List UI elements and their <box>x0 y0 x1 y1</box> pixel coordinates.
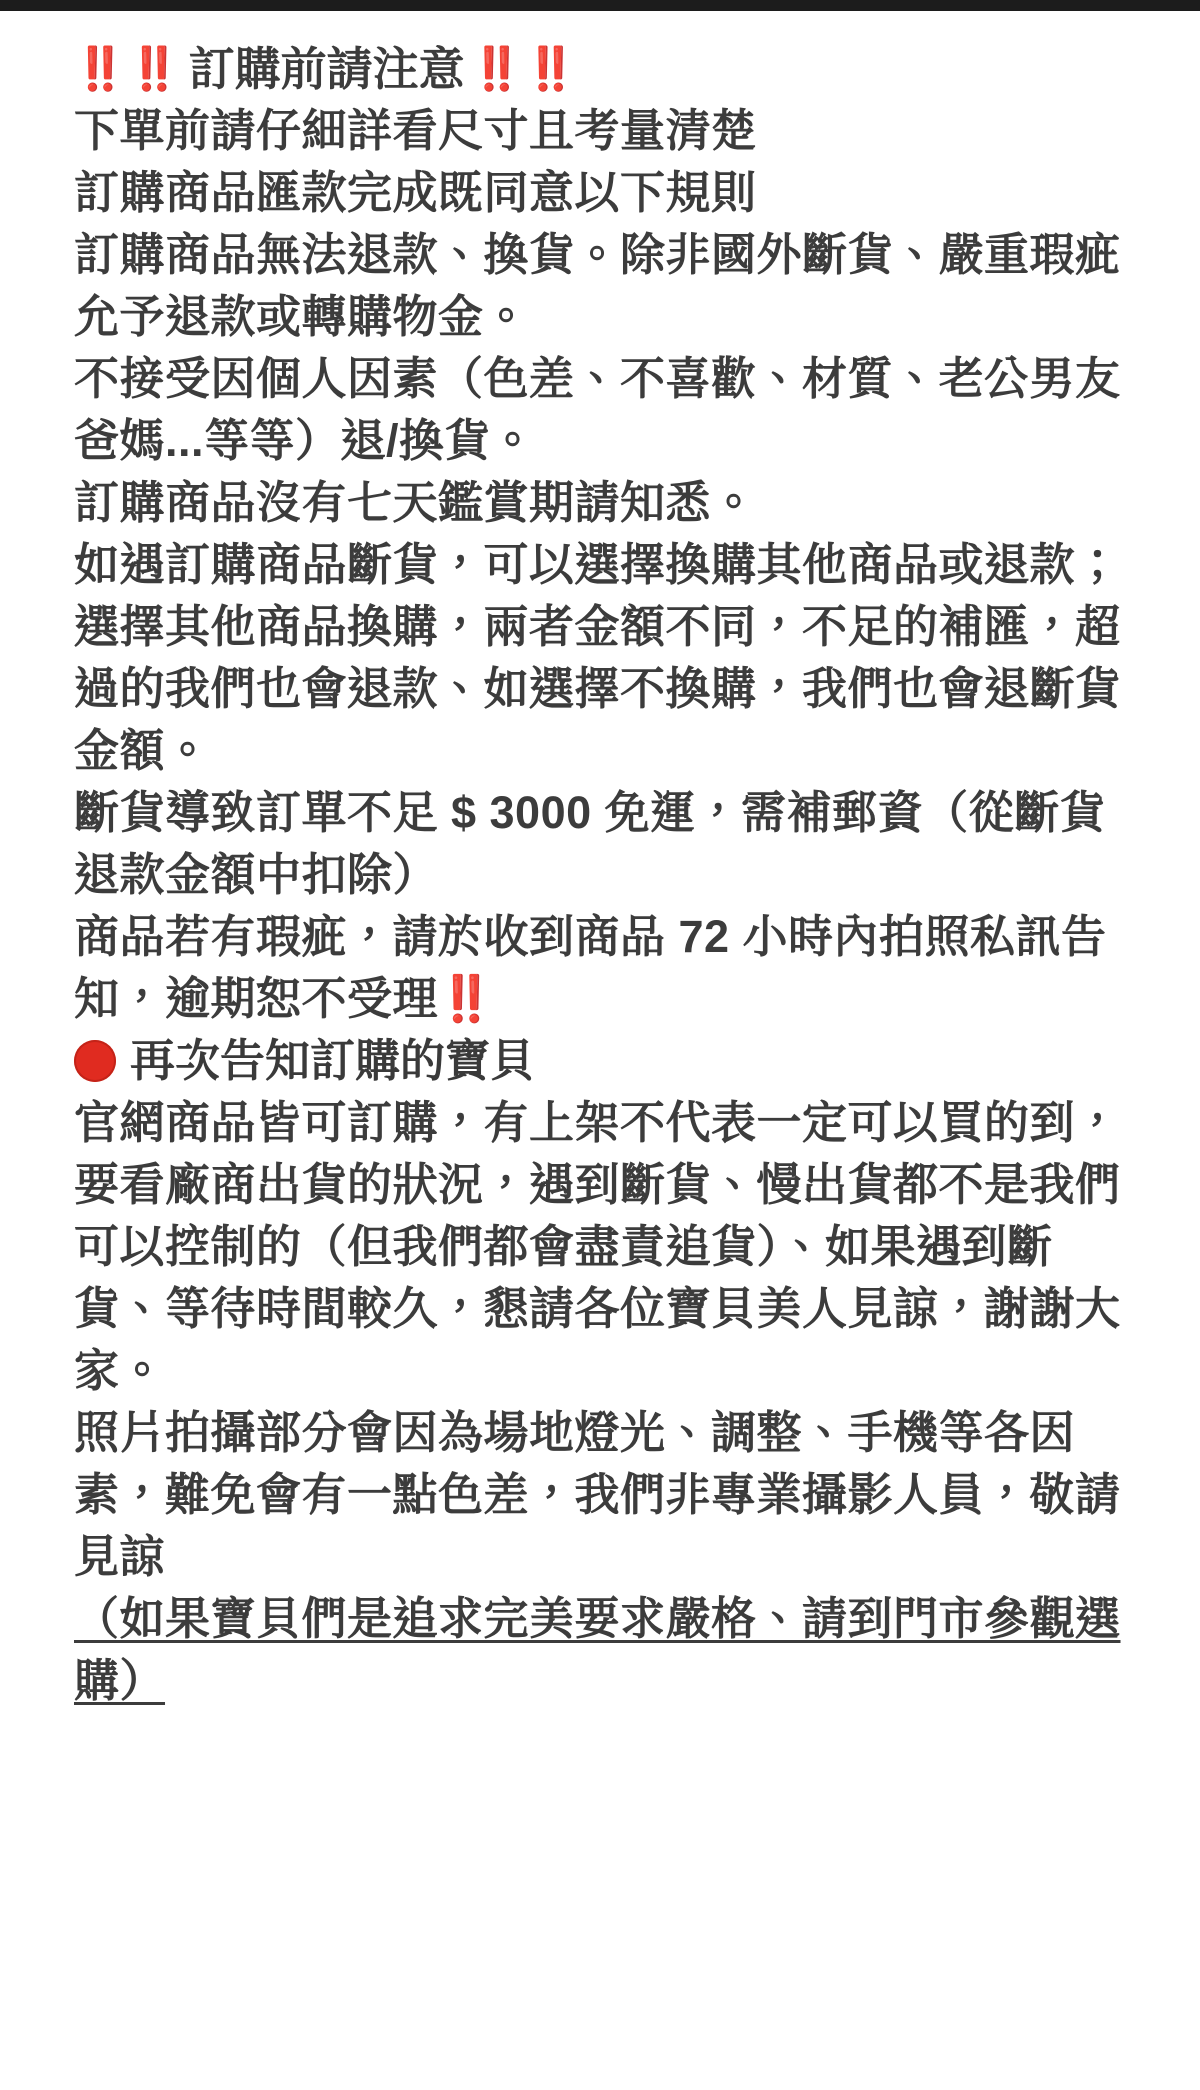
double-exclamation-icon-defect: ‼️ <box>438 973 496 1024</box>
second-notice-paragraph: 照片拍攝部分會因為場地燈光、調整、手機等各因素，難免會有一點色差，我們非專業攝影人員，敬請見諒 <box>74 1407 1121 1582</box>
second-notice-paragraph: 官網商品皆可訂購，有上架不代表一定可以買的到，要看廠商出貨的狀況，遇到斷貨、慢出貨都不是我們可以控制的（但我們都會盡責追貨）、如果遇到斷貨、等待時間較久，懇請各位寶貝美人見諒，謝謝大家。 <box>74 1097 1121 1396</box>
notice-paragraph: 如遇訂購商品斷貨，可以選擇換購其他商品或退款；選擇其他商品換購，兩者金額不同，不足的補匯，超過的我們也會退款、如選擇不換購，我們也會退斷貨金額。 <box>74 539 1121 776</box>
notice-paragraph: 下單前請仔細詳看尺寸且考量清楚 <box>74 105 757 156</box>
defect-notice-text: 商品若有瑕疵，請於收到商品 72 小時內拍照私訊告知，逾期恕不受理 <box>74 911 1107 1024</box>
second-notice-title-row <box>74 1030 1136 1092</box>
second-notice-title: 再次告知訂購的寶貝 <box>130 1035 536 1086</box>
page-title-text: 訂購前請注意 <box>188 43 465 95</box>
page-title <box>74 38 1136 100</box>
stop-sign-icon <box>74 1040 116 1082</box>
defect-notice <box>74 906 1136 1030</box>
closing-note <box>74 1588 1136 1712</box>
double-exclamation-icon-left: ‼️‼️ <box>74 45 183 92</box>
notice-paragraph: 斷貨導致訂單不足 $ 3000 免運，需補郵資（從斷貨退款金額中扣除） <box>74 787 1106 900</box>
double-exclamation-icon-right: ‼️‼️ <box>470 45 580 92</box>
notice-paragraph: 不接受因個人因素（色差、不喜歡、材質、老公男友爸媽...等等）退/換貨。 <box>74 353 1121 466</box>
notice-paragraph: 訂購商品沒有七天鑑賞期請知悉。 <box>74 477 757 528</box>
top-strip <box>0 0 1200 11</box>
notice-body <box>74 38 1136 1712</box>
notice-paragraph: 訂購商品無法退款、換貨。除非國外斷貨、嚴重瑕疵允予退款或轉購物金。 <box>74 229 1121 342</box>
closing-note-text: （如果寶貝們是追求完美要求嚴格、請到門市參觀選購） <box>74 1593 1121 1706</box>
notice-paragraph: 訂購商品匯款完成既同意以下規則 <box>74 167 757 218</box>
